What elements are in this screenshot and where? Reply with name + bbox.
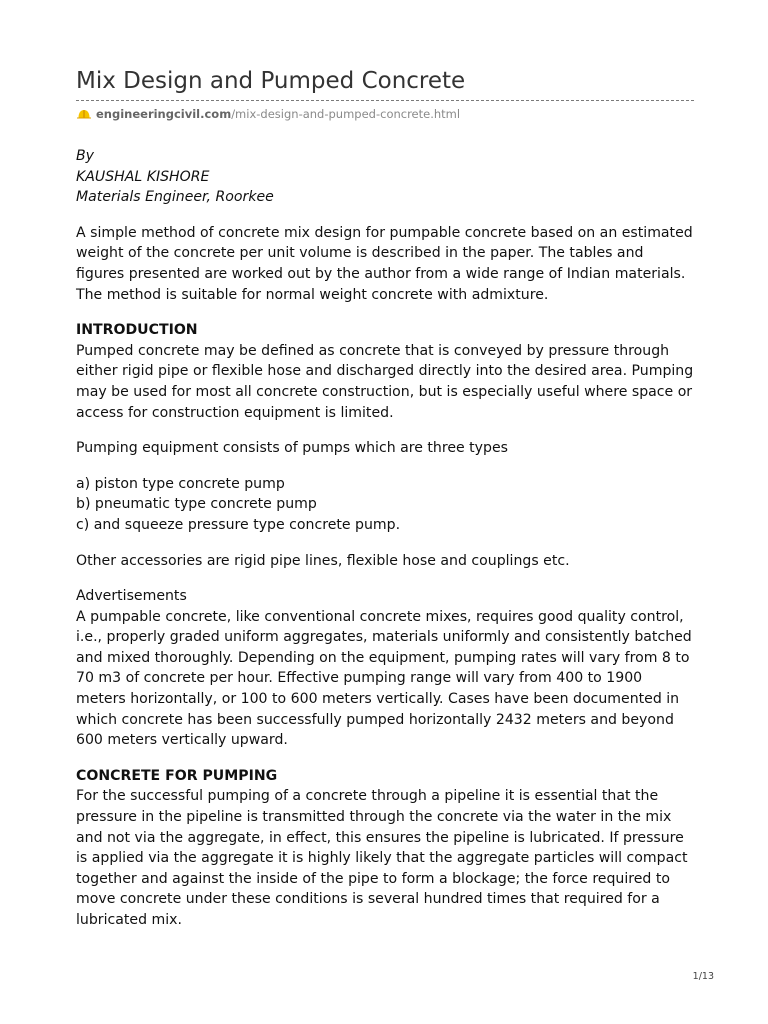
document-page [76, 62, 696, 946]
author-name: KAUSHAL KISHORE [76, 168, 210, 185]
introduction-paragraph-3: Other accessories are rigid pipe lines, flexible hose and couplings etc. [76, 552, 570, 569]
list-item: a) piston type concrete pump [76, 475, 285, 492]
author-affiliation: Materials Engineer, Roorkee [76, 189, 274, 206]
introduction-heading: INTRODUCTION [76, 322, 198, 339]
concrete-for-pumping-heading: CONCRETE FOR PUMPING [76, 767, 278, 784]
byline-by: By [76, 148, 95, 164]
page-number: 1/13 [692, 971, 714, 982]
concrete-for-pumping-paragraph-1: For the successful pumping of a concrete through a pipeline it is essential that the pressure in the pipeline is transmitted through the concrete via the water in the mix and not via the aggregate, in effect, this ensures the pipeline is lubricated. If pressure is applied via the aggregate it is highly likely that the aggregate particles will compact together and against the inside of the pipe to form a blockage; the force required to move concrete under these conditions is several hundred times that required for a lubricated mix. [76, 788, 688, 928]
title-divider [76, 100, 694, 101]
concrete-for-pumping-section [76, 766, 696, 931]
source-path[interactable]: /mix-design-and-pumped-concrete.html [231, 107, 461, 121]
byline [76, 146, 696, 208]
introduction-section [76, 320, 696, 751]
introduction-paragraph-1: Pumped concrete may be defined as concrete that is conveyed by pressure through either rigid pipe or flexible hose and discharged directly into the desired area. Pumping may be used for most all concrete construction, but is especially useful where space or access for construction equipment is limited. [76, 342, 694, 421]
introduction-paragraph-2: Pumping equipment consists of pumps which are three types [76, 440, 508, 457]
abstract-paragraph: A simple method of concrete mix design for pumpable concrete based on an estimated weight of the concrete per unit volume is described in the paper. The tables and figures presented are worked out by the author from a wide range of Indian materials. The method is suitable for normal weight concrete with admixture. [76, 224, 693, 303]
article-body [76, 146, 696, 931]
source-domain[interactable]: engineeringcivil.com [96, 107, 232, 121]
list-item: b) pneumatic type concrete pump [76, 496, 317, 513]
hard-hat-icon [76, 108, 92, 119]
list-item: c) and squeeze pressure type concrete pump. [76, 516, 401, 533]
source-line [76, 107, 696, 123]
introduction-paragraph-4: A pumpable concrete, like conventional concrete mixes, requires good quality control, i.e., properly graded uniform aggregates, materials uniformly and consistently batched and mixed thoroughly. Depending on the equipment, pumping rates will vary from 8 to 70 m3 of concrete per hour. Effective pumping range will vary from 400 to 1900 meters horizontally, or 100 to 600 meters vertically. Cases have been documented in which concrete has been successfully pumped horizontally 2432 meters and beyond 600 meters vertically upward. [76, 608, 692, 749]
pump-types-list [76, 474, 696, 536]
page-title: Mix Design and Pumped Concrete [76, 68, 466, 94]
advertisements-label: Advertisements [76, 588, 187, 605]
